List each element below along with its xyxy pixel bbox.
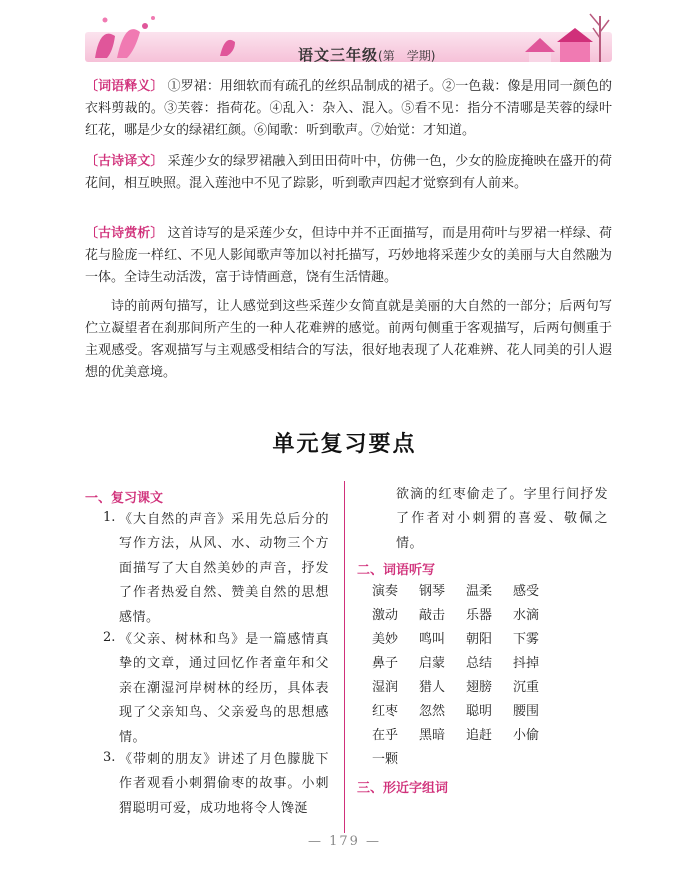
appreciation-paragraph: 〔古诗赏析〕 这首诗写的是采莲少女，但诗中并不正面描写，而是用荷叶与罗裙一样绿、荷花与脸庞一样红、不见人影闻歌声等加以衬托描写，巧妙地将采莲少女的美丽与大自然融为一体。全诗生动活泼，富于诗情画意，饶有生活情趣。 <box>85 226 612 285</box>
appreciation-extra-paragraph: 诗的前两句描写，让人感觉到这些采莲少女简直就是美丽的大自然的一部分；后两句写伫立凝望者在刹那间所产生的一种人花难辨的感觉。前两句侧重于客观描写，后两句侧重于主观感受。客观描写与主观感受相结合的写法，很好地表现了人花难辨、花人同美的引人遐想的优美意境。 <box>85 299 612 380</box>
vocab-list <box>372 580 612 772</box>
translation-tag: 〔古诗译文〕 <box>85 154 164 169</box>
vocab-row: 在乎 黑暗 追赶 小偷 <box>372 728 540 743</box>
review-item: 3. 《带刺的朋友》讲述了月色朦胧下作者观看小刺猬偷枣的故事。小刺猬聪明可爱，成功地将令人馋涎 <box>103 750 329 816</box>
column-divider <box>344 481 345 833</box>
unit-review-title: 单元复习要点 <box>272 432 417 457</box>
review-item: 2. 《父亲、树林和鸟》是一篇感情真挚的文章，通过回忆作者童年和父亲在潮湿河岸树林的经历，具体表现了父亲知鸟、父亲爱鸟的思想感情。 <box>103 630 329 745</box>
appreciation-tag: 〔古诗赏析〕 <box>85 226 164 241</box>
glossary-tag: 〔词语释义〕 <box>85 79 164 94</box>
similar-chars-heading: 三、形近字组词 <box>357 781 449 796</box>
page-number: — 179 — <box>307 834 382 849</box>
review-item: 1. 《大自然的声音》采用先总后分的写作方法，从风、水、动物三个方面描写了大自然美妙的声音，抒发了作者热爱自然、赞美自然的思想感情。 <box>103 510 329 625</box>
vocab-row: 鼻子 启蒙 总结 抖掉 <box>372 656 540 671</box>
glossary-paragraph: 〔词语释义〕 ①罗裙：用细软而有疏孔的丝织品制成的裙子。②一色裁：像是用同一颜色的衣料剪裁的。③芙蓉：指荷花。④乱入：杂入、混入。⑤看不见：指分不清哪是芙蓉的绿叶红花，哪是少女的绿裙红颜。⑥闻歌：听到歌声。⑦始觉：才知道。 <box>85 79 612 138</box>
page-header-title: 语文三年级(第 学期) <box>298 46 436 64</box>
vocab-row: 演奏 钢琴 温柔 感受 <box>372 584 540 599</box>
vocab-row: 一颗 <box>372 752 399 767</box>
vocab-row: 激动 敲击 乐器 水滴 <box>372 608 540 623</box>
vocab-row: 湿润 猎人 翅膀 沉重 <box>372 680 540 695</box>
review-item-continuation: 欲滴的红枣偷走了。字里行间抒发了作者对小刺猬的喜爱、敬佩之情。 <box>396 487 608 551</box>
vocab-row: 红枣 忽然 聪明 腰围 <box>372 704 540 719</box>
vocab-row: 美妙 鸣叫 朝阳 下雾 <box>372 632 540 647</box>
review-texts-heading: 一、复习课文 <box>85 491 164 506</box>
dictation-heading: 二、词语听写 <box>357 563 436 578</box>
translation-paragraph: 〔古诗译文〕 采莲少女的绿罗裙融入到田田荷叶中，仿佛一色，少女的脸庞掩映在盛开的荷花间，相互映照。混入莲池中不见了踪影，听到歌声四起才觉察到有人前来。 <box>85 154 612 191</box>
